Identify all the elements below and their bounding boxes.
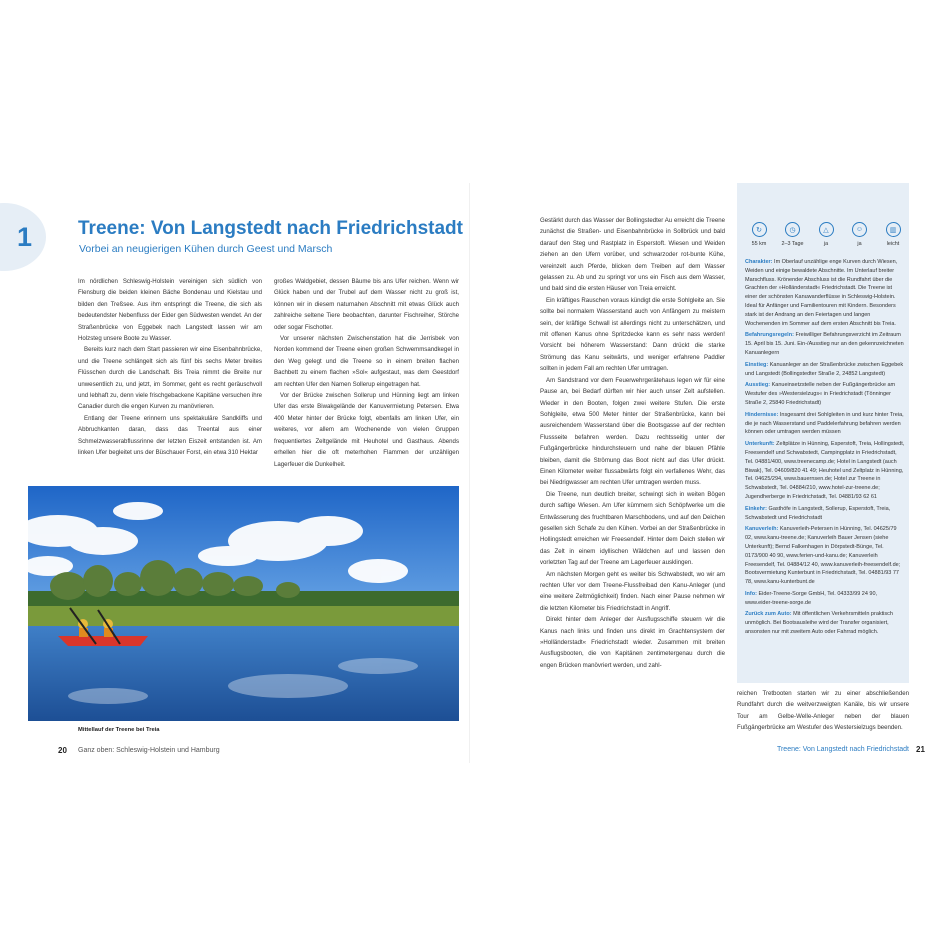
distance-icon: ↻ (752, 222, 767, 237)
info-entry (745, 331, 905, 357)
info-entry (745, 525, 905, 587)
chapter-number: 1 (17, 222, 33, 252)
paragraph: Bereits kurz nach dem Start passieren wir eine Eisenbahnbrücke, und die Treene schlängelt sich als fünf bis sechs Meter breites Flüsschen durch die Landschaft. Bis Treia nimmt die Breite nur unwesentlich zu, und jetzt, im Sommer, geht es recht geräuschvoll und lebhaft zu, denn viele frischgebackene Kapitäne versuchen ihre Canadier durch die engen Kurven zu manövrieren. (78, 346, 262, 411)
running-footer-right: Treene: Von Langstedt nach Friedrichstadt (776, 746, 909, 753)
info-key: Einkehr: (745, 505, 768, 512)
paragraph: großes Waldgebiet, dessen Bäume bis ans Ufer reichen. Wenn wir Glück haben und der Trubel auf dem Wasser nicht zu groß ist, können wir in diesem naturnahen Abschnitt mit etwas Glück auch zahlreiche seltene Tiere beobachten, darunter Fischreiher, Störche oder sogar Fischotter. (274, 278, 459, 331)
info-text: Mit öffentlichen Verkehrsmitteln praktisch unmöglich. Bei Bootsausleihe wird der Transfer organisiert, ansonsten nur mit zweitem Auto oder Fahrrad möglich. (745, 611, 893, 636)
fact-label: ja (857, 241, 862, 247)
info-text: Gasthöfe in Langstedt, Sollerup, Esperstoft, Treia, Schwabstedt und Friedrichstadt (745, 505, 891, 521)
paragraph: reichen Tretbooten starten wir zu einer abschließenden Rundfahrt durch die weitverzweigten Kanäle, bis wir unsere Tour am Gelbe-Welle-Anleger neben der blauen Fußgängerbrücke am Westufer des Westersielzugs beenden. (737, 690, 909, 732)
info-text: Zeltplätze in Hünning, Esperstoft, Treia, Hollingstedt, Freesendelf und Schwabstedt, Campingplatz in Friedrichstadt, Tel. 04881/400, www.treenecamp.de; Hotel in Langstedt (auch Biwak), Tel. 04609/820 41 49; Heuhotel und Zeltplatz in Hünning, Tel. 04625/294, www.bauernsen.de; Hotel zur Treene in Schwabstedt, Tel. 04884/210, www.hotel-zur-treene.de; Jugendherberge in Friedrichstadt, Tel. 04881/93 62 61 (745, 441, 905, 500)
duration-icon: ◷ (785, 222, 800, 237)
info-key: Einstieg: (745, 361, 769, 368)
fact-family (844, 222, 876, 252)
paragraph: Ein kräftiges Rauschen voraus kündigt die erste Sohlgleite an. Sie sollte bei normalem Wasserstand auch von Anfängern zu meistern sein, der kräftige Schwall ist allerdings nicht zu unterschätzen, und mit offenen Kanus ohne Spritzdecke kann es sehr nass werden! Vorsicht bei höherem Wasserstand: Dann drückt die starke Strömung das Kanu seitwärts, und weniger erfahrene Paddler sollten in jedem Fall am rechten Ufer umtragen. (540, 296, 725, 373)
paragraph: Vor der Brücke zwischen Sollerup und Hünning liegt am linken Ufer das erste Biwakgelände der Kanuvermietung Petersen. Etwa 400 Meter hinter der Brücke folgt, ebenfalls am linken Ufer, ein weiteres, vor allem am Wochenende von vielen Gruppen frequentiertes Zeltgelände mit Heuhotel und Gasthaus. Abends erhellen hier die oft meterhohen Flammen der unzähligen Lagerfeuer die Dunkelheit. (274, 392, 459, 468)
info-entry (745, 505, 905, 523)
paragraph: Am Sandstrand vor dem Feuerwehrgerätehaus legen wir für eine Pause an, bei Bedarf dürften wir hier auch unser Zelt aufstellen. Wieder in den Booten, folgen zwei weitere Stufen. Die erste Sohlgleite, etwa 500 Meter hinter der Straßenbrücke, kann bei ausreichendem Wasserstand über die Bootsgasse auf der rechten Flussseite befahren werden. Dazu rechtsseitig unter der Fußgängerbrücke hindurchsteuern und nahe der blauen Pfähle bleiben, damit die Strömung das Boot nicht auf das Ufer drückt. Einen Kilometer weiter flussabwärts folgt ein verfallenes Wehr, das bei Niedrigwasser am rechten Ufer umtragen werden muss. (540, 376, 725, 487)
paragraph: Die Treene, nun deutlich breiter, schwingt sich in weiten Bögen durch saftige Wiesen. Am Ufer kümmern sich Schöpfwerke um die Entwässerung des fruchtbaren Marschbodens, und auf den Deichen gesellen sich Schafe zu den Kühen. Vorbei an der Straßenbrücke in Hollingstedt erreichen wir Freesendelf. Hinter dem Deich stellen wir das Zelt in einem idyllischen Wäldchen auf und lassen den vorletzten Tag auf der Treene am Lagerfeuer ausklingen. (540, 490, 725, 567)
difficulty-icon: ▥ (886, 222, 901, 237)
info-text: Kanuverleih-Petersen in Hünning, Tel. 04625/79 02, www.kanu-treene.de; Kanuverleih Bauer Jensen (siehe Unterkunft); Bernd Falkenhagen in Dörpstedt-Bünge, Tel. 0173/900 40 90, www.ferien-und-kanu.de; Kanuverleih Freesendelf, Tel. 04884/12 40, www.kanuverleih-freesendelf.de; Bootsvermietung Kunterbunt in Friedrichstadt, Tel. 04881/93 77 78, www.kanu-kunterbunt.de (745, 526, 901, 586)
info-entry (745, 361, 905, 379)
right-page-column-2 (737, 688, 909, 734)
info-text: Eider-Treene-Sorge GmbH, Tel. 04333/99 24 90, www.eider-treene-sorge.de (745, 590, 878, 606)
info-entry (745, 258, 905, 328)
paragraph: Am nächsten Morgen geht es weiter bis Schwabstedt, wo wir am rechten Ufer vor dem Treene-Flussfreibad den Kanu-Anleger (und eine weitere Zeltmöglichkeit) finden. Nach einer Pause nehmen wir die letzten Kilometer bis Friedrichstadt in Angriff. (540, 570, 725, 612)
paragraph: Gestärkt durch das Wasser der Bollingstedter Au erreicht die Treene zunächst die Straßen- und Eisenbahnbrücke in Sollbrück und bald darauf den Steg und Rastplatz in Esperstoft. Wiesen und Weiden ziehen an den Ufern vorüber, und schwarzoder rot-bunte Kühe, vereinzelt auch Pferde, blicken dem Treiben auf dem Wasser gelassen zu. Ab und zu springt vor uns ein Fisch aus dem Wasser, und bald sind die ersten Häuser von Treia erreicht. (540, 217, 725, 293)
info-key: Charakter: (745, 259, 773, 265)
fact-label: leicht (886, 241, 900, 247)
info-entry (745, 590, 905, 608)
info-entry (745, 411, 905, 437)
tour-info-list (745, 258, 905, 640)
info-entry (745, 440, 905, 502)
running-footer-left: Ganz oben: Schleswig-Holstein und Hamburg (78, 747, 220, 754)
info-text: Kanuanleger an der Straßenbrücke zwischen Eggebek und Langstedt (Bollingstedter Straße 2, 24852 Langstedt) (745, 361, 904, 377)
info-entry (745, 610, 905, 636)
page-number-left: 20 (58, 746, 67, 755)
paragraph: Vor unserer nächsten Zwischenstation hat die Jerrisbek von Norden kommend der Treene einen großen Schwemmsandkegel in den Weg gelegt und die Treene so in einem breiten flachen Bachbett zu einem flachen »Sol« aufgestaut, was dem Geestdorf am rechten Ufer den Namen Sollerup eingetragen hat. (274, 335, 459, 388)
fact-label: ja (823, 241, 829, 247)
photo-caption: Mittellauf der Treene bei Treia (78, 727, 160, 733)
family-icon: ☺ (852, 222, 867, 237)
river-photo (28, 486, 459, 721)
info-key: Ausstieg: (745, 382, 771, 389)
camping-icon: △ (819, 222, 834, 237)
fact-duration (777, 222, 809, 252)
fact-difficulty (877, 222, 909, 252)
chapter-title: Treene: Von Langstedt nach Friedrichstadt (78, 218, 463, 239)
info-text: Im Oberlauf unzählige enge Kurven durch Wiesen, Weiden und einige bewaldete Abschnitte. Im Unterlauf breiter Marschfluss. Krönender Abschluss ist die Rundfahrt über die Grachten der »Holländerstadt« Friedrichstadt. Die Treene ist einer der schönsten Kanuwanderflüsse in Schleswig-Holstein. Ideal für Anfänger und Familientouren mit Kindern. Besonders stark ist der Andrang an den Feiertagen und langen Wochenenden im Sommer auf dem ersten Abschnitt bis Treia. (745, 259, 898, 327)
info-key: Befahrungsregeln: (745, 332, 794, 339)
info-key: Info: (745, 590, 757, 597)
fact-label: 2–3 Tage (781, 241, 804, 247)
info-key: Hindernisse: (745, 411, 779, 418)
fact-camping (810, 222, 842, 252)
info-key: Unterkunft: (745, 441, 775, 448)
page-number-right: 21 (916, 745, 925, 754)
info-text: Insgesamt drei Sohlgleiten in und kurz hinter Treia, die je nach Wasserstand und Paddelerfahrung befahren werden können oder umtragen werden müssen (745, 411, 904, 436)
paragraph: Entlang der Treene erinnern uns spektakuläre Sandkliffs und Abbruchkanten daran, dass das Treental aus einer Schmelzwasserabflussrinne der letzten Eiszeit entstanden ist. Am linken Ufer begleitet uns der Büschauer Forst, ein etwa 310 Hektar (78, 414, 262, 457)
chapter-subtitle: Vorbei an neugierigen Kühen durch Geest und Marsch (79, 243, 333, 255)
right-page-column-1 (540, 215, 725, 671)
fact-label: 55 km (751, 241, 767, 247)
info-text: Freiwilliger Befahrungsverzicht im Zeitraum 15. April bis 15. Juni. Ein-/Ausstieg nur an den gekennzeichneten Kanuanlegern (745, 332, 904, 356)
info-key: Kanuverleih: (745, 526, 779, 533)
info-key: Zurück zum Auto: (745, 611, 792, 618)
info-entry (745, 381, 905, 407)
tour-facts-row (743, 222, 909, 252)
paragraph: Im nördlichen Schleswig-Holstein vereinigen sich südlich von Flensburg die beiden kleinen Bäche Bondenau und Kielstau und bilden den Treßsee. Aus ihm entspringt die Treene, die sich als bedeutendster Nebenfluss der Eider gen Südwesten wendet. An der Straßenbrücke von Eggebek nach Langstedt lassen wir am Holzsteg unsere Boote zu Wasser. (78, 278, 262, 343)
info-text: Kanueinsetzstelle neben der Fußgängerbrücke am Westufer des »Westersielzugs« in Friedrichstadt (Tönninger Straße 2, 25840 Friedrichstadt) (745, 382, 896, 406)
left-page-column-1 (78, 276, 262, 459)
fact-distance (743, 222, 775, 252)
page-gutter (469, 183, 470, 763)
left-page-column-2 (274, 276, 459, 470)
paragraph: Direkt hinter dem Anleger der Ausflugsschiffe steuern wir die Kanus nach links und finden uns direkt im Grachtensystem der »Holländerstadt« Friedrichstadt wieder. Zusammen mit breiten Ausflugsbooten, die von Kapitänen zentimetergenau durch die engen Brücken manövriert werden, und zahl- (540, 616, 725, 669)
